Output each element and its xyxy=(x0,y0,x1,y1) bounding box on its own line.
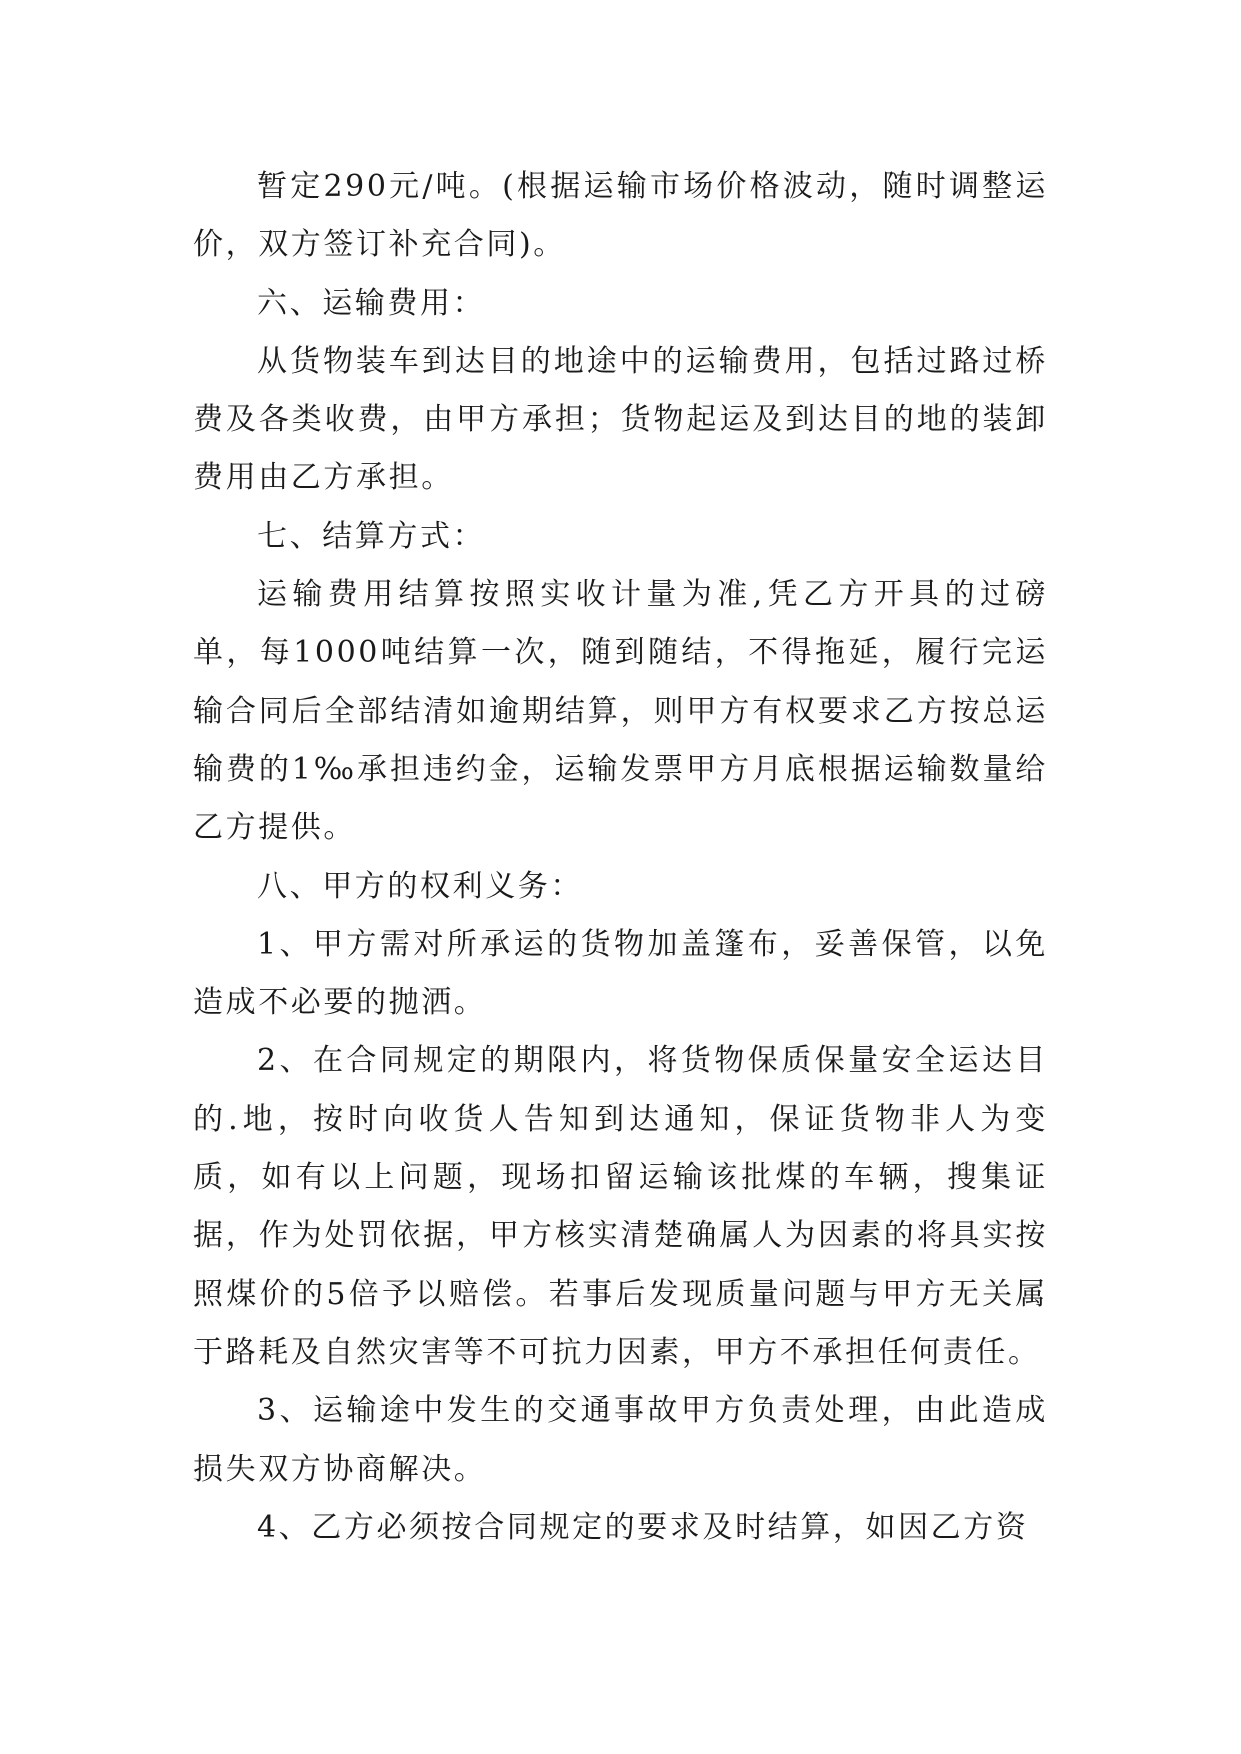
heading-transport-fees: 六、运输费用： xyxy=(257,285,486,321)
clause-2: 2、在合同规定的期限内，将货物保质保量安全运达目的.地，按时向收货人告知到达通知，保证货物非人为变质，如有以上问题，现场扣留运输该批煤的车辆，搜集证据，作为处罚依据，甲方核实清楚确属人为因素的将具实按照煤价的5倍予以赔偿。若事后发现质量问题与甲方无关属于路耗及自然灾害等不可抗力因素，甲方不承担任何责任。 xyxy=(193,1043,1048,1370)
paragraph-freight-rate: 暂定290元/吨。(根据运输市场价格波动，随时调整运价，双方签订补充合同)。 xyxy=(193,169,1048,263)
paragraph-transport-fees: 从货物装车到达目的地途中的运输费用，包括过路过桥费及各类收费，由甲方承担；货物起运及到达目的地的装卸费用由乙方承担。 xyxy=(193,343,1048,496)
clause-1: 1、甲方需对所承运的货物加盖篷布，妥善保管，以免造成不必要的抛洒。 xyxy=(193,926,1048,1021)
paragraph-settlement-method: 运输费用结算按照实收计量为准,凭乙方开具的过磅单，每1000吨结算一次，随到随结，不得拖延，履行完运输合同后全部结清如逾期结算，则甲方有权要求乙方按总运输费的1‰承担违约金，运输发票甲方月底根据运输数量给乙方提供。 xyxy=(193,577,1048,846)
clause-4: 4、乙方必须按合同规定的要求及时结算，如因乙方资 xyxy=(257,1509,1029,1545)
heading-party-a-rights: 八、甲方的权利义务： xyxy=(257,868,583,904)
clause-3: 3、运输途中发生的交通事故甲方负责处理，由此造成损失双方协商解决。 xyxy=(193,1393,1048,1487)
heading-settlement-method: 七、结算方式： xyxy=(257,518,486,554)
document-body xyxy=(193,158,1048,1557)
